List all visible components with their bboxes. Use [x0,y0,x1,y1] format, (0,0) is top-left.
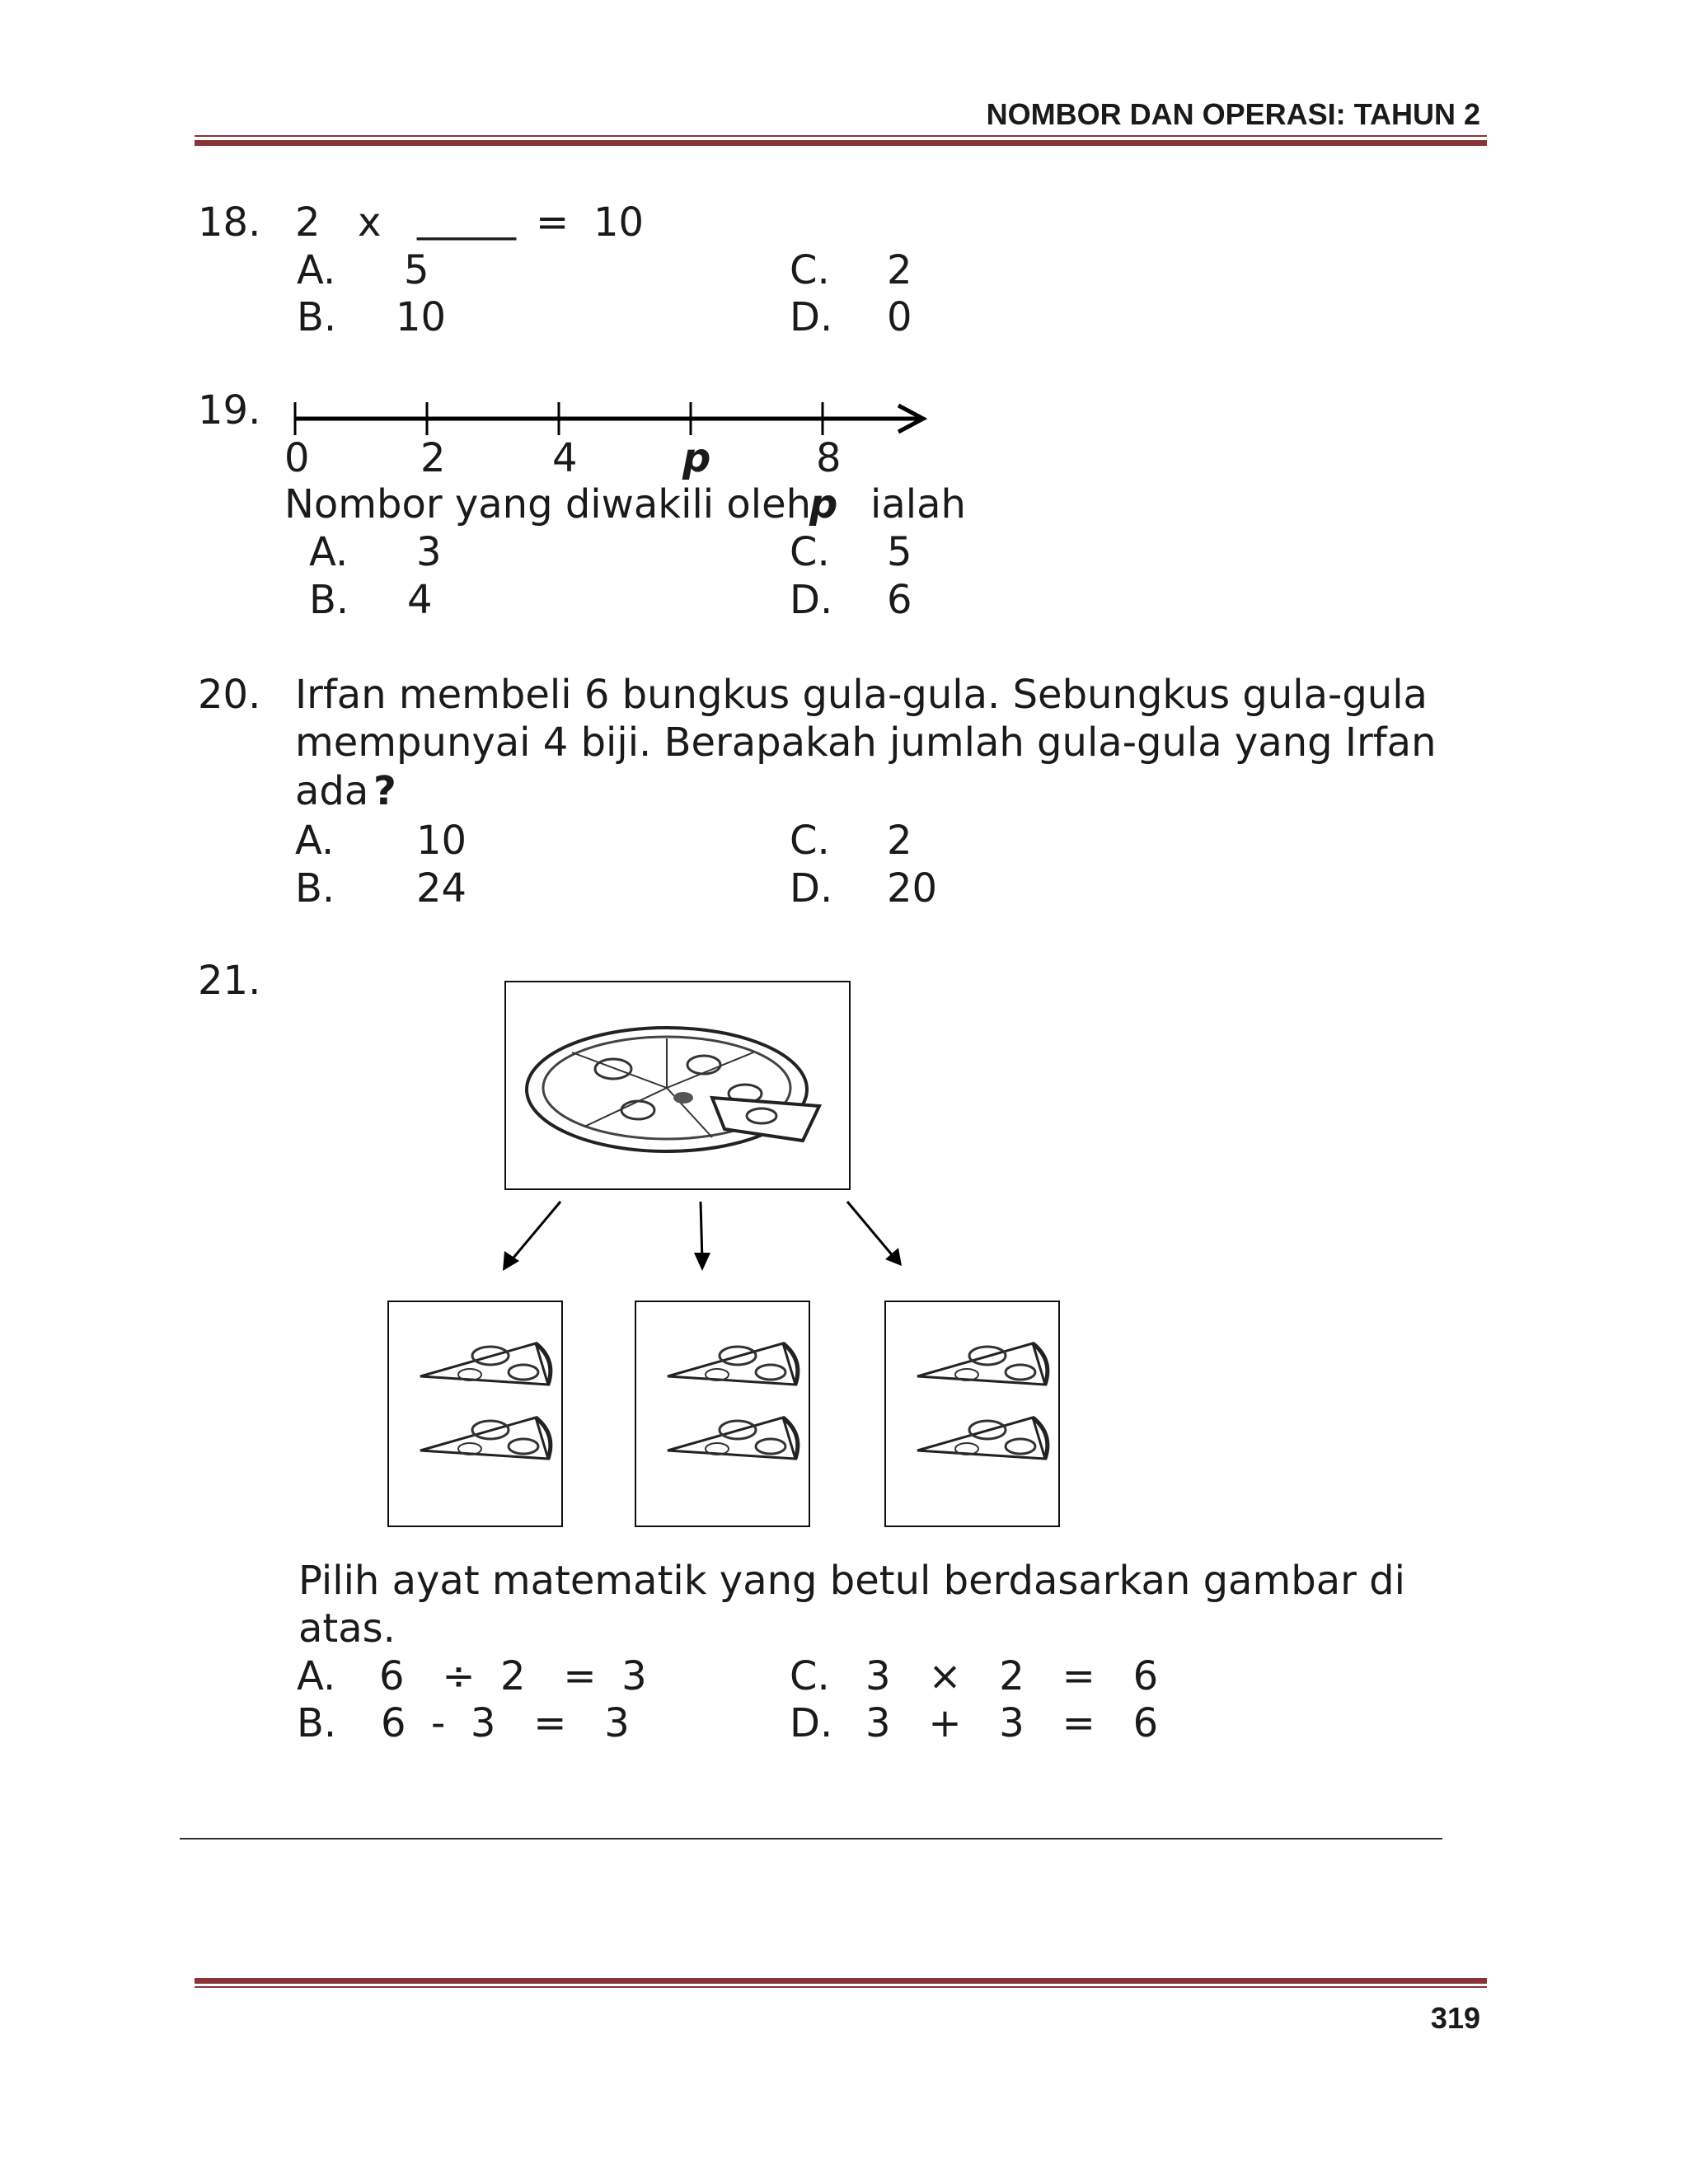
slice-group-box-1 [387,1301,563,1527]
option-value: 2 [887,818,912,864]
option-value: 3 × 2 = 6 [865,1653,1159,1699]
option-letter: A. [297,247,336,293]
option-value: 20 [887,865,938,912]
question-number: 18. [198,199,261,246]
page-header-title: NOMBOR DAN OPERASI: TAHUN 2 [986,97,1480,131]
number-line-label: 0 [284,435,310,481]
option-letter: A. [295,818,335,864]
option-letter: B. [297,1700,337,1746]
option-value: 5 [404,247,429,293]
question-number: 20. [198,672,261,718]
number-line-label-p: p [682,435,711,481]
footer-rule [195,1978,1487,1984]
equation-blank: _____ [417,194,516,241]
header-rule [195,140,1487,146]
question-number: 21. [198,958,261,1004]
equation-term: 2 [295,199,321,246]
option-letter: B. [295,865,335,912]
option-letter: C. [790,1653,830,1699]
option-letter: C. [790,818,830,864]
question-text-line: ada [295,768,369,814]
option-value: 0 [887,294,912,340]
option-value: 3 [416,529,442,575]
pizza-slice-icon [659,1393,824,1492]
option-letter: D. [790,865,833,912]
question-text-line: atas. [298,1605,396,1652]
equation-equals: = [536,199,570,246]
option-value: 6 ÷ 2 = 3 [379,1653,647,1699]
split-arrows [495,1195,923,1294]
section-divider [180,1838,1442,1840]
whole-pizza-image [506,982,849,1188]
prompt-variable: p [809,481,838,527]
page-number: 319 [1430,2001,1480,2035]
number-line-label: 8 [816,435,842,481]
option-value: 3 + 3 = 6 [865,1700,1159,1746]
footer-rule-bottom [195,1986,1487,1988]
pizza-slice-icon [412,1393,577,1492]
option-letter: D. [790,1700,833,1746]
equation-operator: x [358,199,382,246]
question-text-line: Irfan membeli 6 bungkus gula-gula. Sebungkus gula-gula [295,672,1428,718]
option-value: 4 [407,577,433,623]
header-rule-top [195,135,1487,137]
equation-result: 10 [593,199,645,246]
option-value: 2 [887,247,912,293]
option-value: 6 [887,577,912,623]
question-prompt: Nombor yang diwakili oleh [284,481,812,527]
whole-pizza-box [504,981,851,1190]
option-letter: B. [309,577,349,623]
slice-group-box-3 [884,1301,1060,1527]
option-value: 5 [887,529,912,575]
option-letter: D. [790,294,833,340]
slice-group-box-2 [635,1301,810,1527]
question-number: 19. [198,387,261,434]
option-letter: D. [790,577,833,623]
option-letter: C. [790,247,830,293]
option-value: 24 [416,865,467,912]
option-letter: A. [309,529,349,575]
number-line-label: 2 [420,435,446,481]
option-value: 6 - 3 = 3 [381,1700,630,1746]
option-letter: A. [297,1653,336,1699]
question-text-line: mempunyai 4 biji. Berapakah jumlah gula-gula yang Irfan [295,719,1437,766]
option-value: 10 [416,818,467,864]
option-letter: B. [297,294,337,340]
number-line-label: 4 [552,435,578,481]
prompt-suffix: ialah [870,481,966,527]
option-value: 10 [396,294,447,340]
question-mark: ? [373,768,396,814]
pizza-slice-icon [909,1393,1074,1492]
question-text-line: Pilih ayat matematik yang betul berdasarkan gambar di [298,1558,1405,1604]
option-letter: C. [790,529,830,575]
